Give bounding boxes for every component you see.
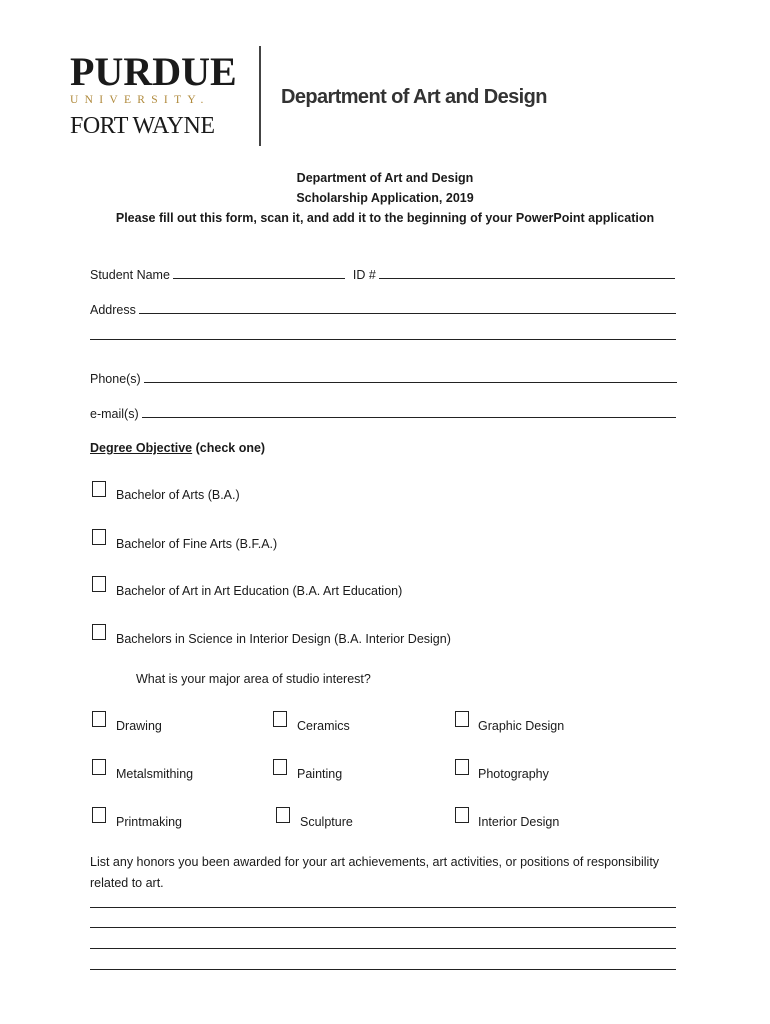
logo-purdue: PURDUE: [70, 49, 237, 94]
header-instructions: Please fill out this form, scan it, and add it to the beginning of your PowerPoint application: [115, 211, 655, 225]
id-label: ID #: [352, 268, 376, 282]
degree-option-interior-design: Bachelors in Science in Interior Design (B.A. Interior Design): [116, 632, 451, 646]
studio-option-interior-design: Interior Design: [478, 815, 560, 829]
checkbox-sculpture[interactable]: [276, 807, 290, 823]
checkbox-graphic-design[interactable]: [455, 711, 469, 727]
studio-option-metalsmithing: Metalsmithing: [116, 767, 194, 781]
honors-line-4[interactable]: [90, 969, 676, 970]
studio-interest-question: What is your major area of studio interest?: [136, 672, 371, 686]
logo-university: UNIVERSITY.: [70, 94, 210, 106]
honors-line-3[interactable]: [90, 948, 676, 949]
logo-divider: [259, 46, 261, 146]
logo-fort-wayne: FORT WAYNE: [70, 113, 215, 139]
checkbox-painting[interactable]: [273, 759, 287, 775]
phone-row: [90, 371, 677, 386]
checkbox-drawing[interactable]: [92, 711, 106, 727]
header-department: Department of Art and Design: [296, 171, 474, 185]
checkbox-interior-design-degree[interactable]: [92, 624, 106, 640]
checkbox-photography[interactable]: [455, 759, 469, 775]
studio-option-painting: Painting: [297, 767, 343, 781]
degree-objective-heading: [90, 441, 265, 455]
studio-option-graphic-design: Graphic Design: [478, 719, 565, 733]
checkbox-interior-design[interactable]: [455, 807, 469, 823]
honors-line-1[interactable]: [90, 907, 676, 908]
degree-option-ba: Bachelor of Arts (B.A.): [116, 488, 240, 502]
email-field[interactable]: [142, 406, 676, 418]
address-label: Address: [90, 303, 136, 317]
degree-objective-note: (check one): [195, 441, 266, 455]
studio-option-printmaking: Printmaking: [116, 815, 182, 829]
checkbox-ba[interactable]: [92, 481, 106, 497]
degree-objective-title: Degree Objective: [90, 441, 193, 455]
address-field-line-2[interactable]: [90, 339, 676, 340]
email-row: [90, 406, 676, 421]
address-field[interactable]: [139, 302, 676, 314]
degree-option-ba-art-education: Bachelor of Art in Art Education (B.A. Art Education): [116, 584, 403, 598]
purdue-fort-wayne-logo: [70, 49, 237, 139]
honors-line-2[interactable]: [90, 927, 676, 928]
student-name-row: [90, 267, 675, 282]
studio-option-sculpture: Sculpture: [300, 815, 353, 829]
phone-label: Phone(s): [90, 372, 141, 386]
address-row: [90, 302, 676, 317]
checkbox-bfa[interactable]: [92, 529, 106, 545]
checkbox-ceramics[interactable]: [273, 711, 287, 727]
degree-option-bfa: Bachelor of Fine Arts (B.F.A.): [116, 537, 278, 551]
id-field[interactable]: [379, 267, 675, 279]
studio-option-ceramics: Ceramics: [297, 719, 350, 733]
checkbox-metalsmithing[interactable]: [92, 759, 106, 775]
honors-prompt: List any honors you been awarded for your art achievements, art activities, or positions of responsibility related to art.: [90, 855, 660, 890]
checkbox-printmaking[interactable]: [92, 807, 106, 823]
checkbox-ba-art-education[interactable]: [92, 576, 106, 592]
student-name-field[interactable]: [173, 267, 345, 279]
header-title: Scholarship Application, 2019: [296, 191, 474, 205]
email-label: e-mail(s): [90, 407, 139, 421]
phone-field[interactable]: [144, 371, 677, 383]
logo-department: Department of Art and Design: [281, 86, 547, 108]
studio-option-photography: Photography: [478, 767, 549, 781]
student-name-label: Student Name: [90, 268, 170, 282]
studio-option-drawing: Drawing: [116, 719, 162, 733]
